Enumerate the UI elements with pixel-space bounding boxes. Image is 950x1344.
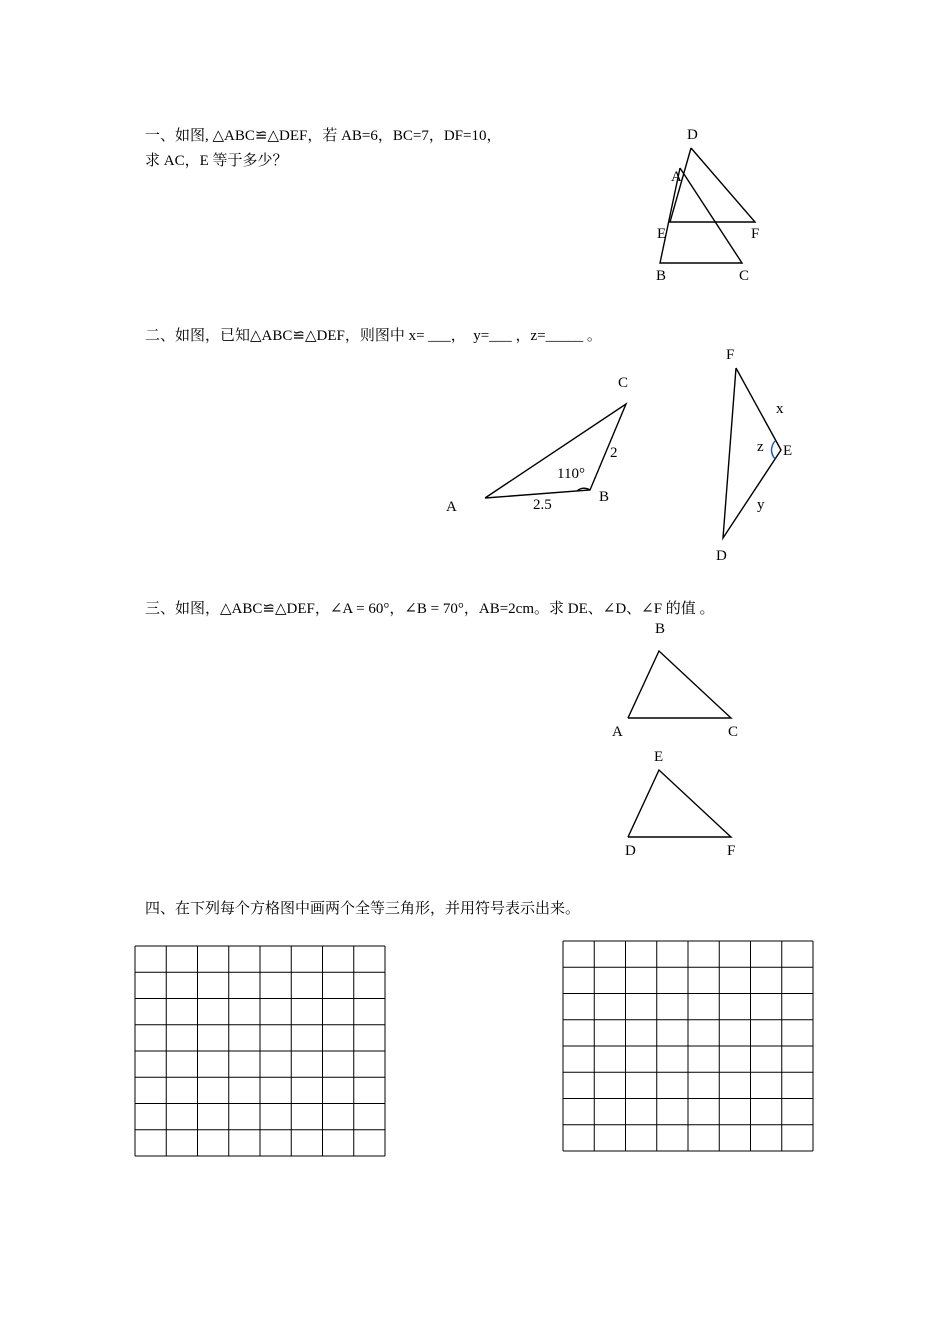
q3-label-c: C <box>728 724 739 740</box>
q3-text: 三、如图，△ABC≌△DEF，∠A = 60°，∠B = 70°，AB=2cm。求 DE、∠D、∠F 的值 。 <box>145 601 715 617</box>
q1-label-b: B <box>656 268 667 284</box>
q1-label-a: A <box>671 169 682 185</box>
q2-label-c: C <box>618 375 629 391</box>
q2-label-b: B <box>599 489 610 505</box>
q1-label-f: F <box>751 226 760 242</box>
q2-label-ab: 2.5 <box>533 497 552 513</box>
q2-text: 二、如图，已知△ABC≌△DEF，则图中 x= ___， y=___ ，z=_____ 。 <box>145 328 602 344</box>
q2-label-angle: 110° <box>557 466 585 482</box>
q2-label-a: A <box>446 499 457 515</box>
q2-label-d: D <box>716 548 727 564</box>
grid-right[interactable] <box>563 941 813 1151</box>
q2-label-z: z <box>757 439 764 455</box>
q2-label-bc: 2 <box>610 445 618 461</box>
q1-text-line1: 一、如图, △ABC≌△DEF，若 AB=6，BC=7，DF=10， <box>145 128 502 144</box>
q1-label-c: C <box>739 268 750 284</box>
q2-label-f: F <box>726 347 735 363</box>
q2-label-e: E <box>783 443 793 459</box>
grid-left[interactable] <box>135 946 385 1156</box>
q2-label-y: y <box>757 497 765 513</box>
q1-text-line2: 求 AC，E 等于多少？ <box>145 153 288 169</box>
q4-text: 四、在下列每个方格图中画两个全等三角形，并用符号表示出来。 <box>145 901 581 917</box>
q3-label-a: A <box>612 724 623 740</box>
q3-label-b: B <box>655 621 666 637</box>
q3-label-f: F <box>727 843 736 859</box>
q1-label-d: D <box>687 127 698 143</box>
q3-label-e: E <box>654 749 664 765</box>
q2-label-x: x <box>776 401 784 417</box>
q1-label-e: E <box>657 226 667 242</box>
q3-label-d: D <box>625 843 636 859</box>
